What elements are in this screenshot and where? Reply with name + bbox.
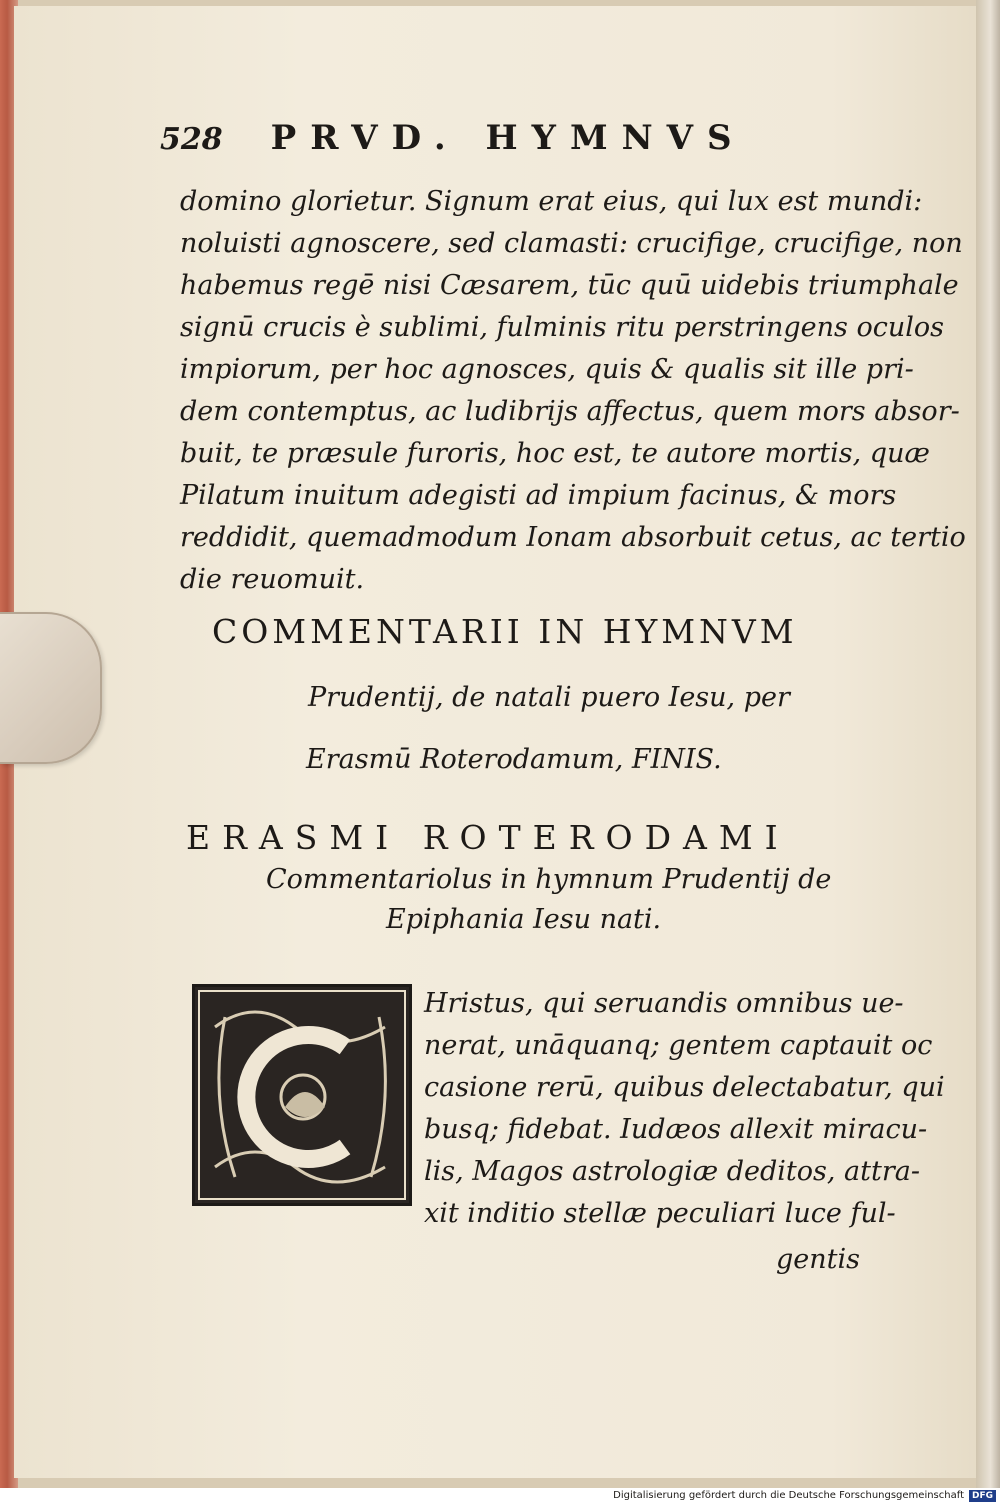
initial-line: xit inditio stellæ peculiari luce ful- (424, 1198, 896, 1229)
body-line: habemus regē nisi Cæsarem, tūc quū uidebis triumphale (180, 270, 959, 301)
body-line: domino glorietur. Signum erat eius, qui lux est mundi: (180, 186, 923, 217)
colophon-title: COMMENTARII IN HYMNVM (212, 612, 798, 651)
initial-line: lis, Magos astrologiæ deditos, attra- (424, 1156, 920, 1187)
initial-line: nerat, unāquanq; gentem captauit oc (424, 1030, 933, 1061)
colophon-line: Prudentij, de natali puero Iesu, per (308, 682, 790, 713)
body-line: impiorum, per hoc agnosces, quis & qualis sit ille pri- (180, 354, 914, 385)
running-header (160, 118, 860, 158)
initial-line: Hristus, qui seruandis omnibus ue- (424, 988, 904, 1019)
woodcut-ornament-icon (195, 987, 409, 1203)
initial-line: casione rerū, quibus delectabatur, qui (424, 1072, 945, 1103)
body-line: die reuomuit. (180, 564, 365, 595)
decorated-initial-c (192, 984, 412, 1206)
body-line: signū crucis è sublimi, fulminis ritu perstringens oculos (180, 312, 945, 343)
body-line: noluisti agnoscere, sed clamasti: crucifige, crucifige, non (180, 228, 963, 259)
footer-credit: Digitalisierung gefördert durch die Deutsche Forschungsgemeinschaft (613, 1490, 964, 1501)
section-title: ERASMI ROTERODAMI (186, 818, 790, 857)
page-edge-right (976, 0, 1000, 1488)
page-number: 528 (160, 122, 223, 157)
dfg-logo: DFG (969, 1490, 996, 1502)
running-title: PRVD. HYMNVS (270, 118, 746, 158)
section-subtitle: Commentariolus in hymnum Prudentij de (266, 864, 832, 895)
initial-line: busq; fidebat. Iudæos allexit miracu- (424, 1114, 928, 1145)
body-line: buit, te præsule furoris, hoc est, te autore mortis, quæ (180, 438, 930, 469)
catchword: gentis (776, 1244, 860, 1275)
section-subtitle: Epiphania Iesu nati. (386, 904, 662, 935)
body-line: reddidit, quemadmodum Ionam absorbuit cetus, ac tertio (180, 522, 966, 553)
page-clip (0, 612, 102, 764)
body-line: Pilatum inuitum adegisti ad impium facinus, & mors (180, 480, 897, 511)
body-line: dem contemptus, ac ludibrijs affectus, quem mors absor- (180, 396, 960, 427)
colophon-line: Erasmū Roterodamum, FINIS. (306, 744, 722, 775)
